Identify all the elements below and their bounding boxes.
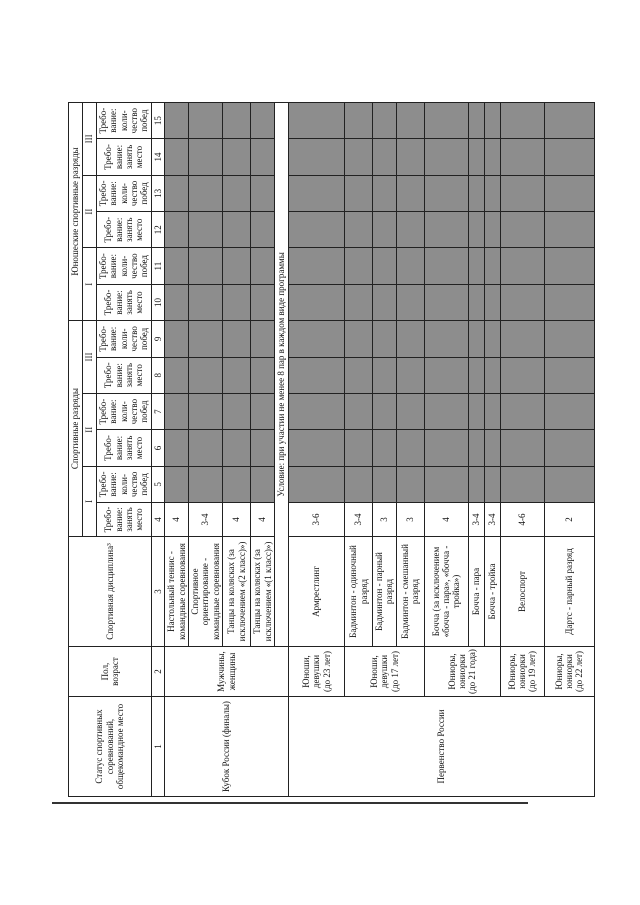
- shaded-cell: [345, 139, 373, 175]
- shaded-cell: [484, 102, 500, 138]
- header-youth-rank-2: II: [83, 175, 97, 248]
- shaded-cell: [373, 212, 397, 248]
- place-cell: 3-4: [189, 503, 223, 537]
- shaded-cell: [484, 357, 500, 393]
- shaded-cell: [373, 357, 397, 393]
- condition-note: Условие: при участии не менее 8 пар в каждом виде программы: [275, 102, 289, 646]
- shaded-cell: [289, 212, 345, 248]
- shaded-cell: [289, 466, 345, 502]
- shaded-cell: [289, 430, 345, 466]
- header-req-wins: Требо-вание: коли-чество побед: [97, 393, 152, 429]
- gender-age-cell: Юноши, девушки (до 17 лет): [345, 647, 425, 697]
- shaded-cell: [396, 466, 424, 502]
- header-gender-age: Пол, возраст: [69, 647, 152, 697]
- sport-ranks-table: [68, 102, 595, 797]
- shaded-cell: [345, 321, 373, 357]
- discipline-cell: Танцы на колясках (за исключением «(2 класс)»): [223, 537, 251, 647]
- shaded-cell: [289, 175, 345, 211]
- place-cell: 3-6: [289, 503, 345, 537]
- shaded-cell: [189, 248, 223, 284]
- shaded-cell: [373, 466, 397, 502]
- shaded-cell: [484, 393, 500, 429]
- place-cell: 3-4: [345, 503, 373, 537]
- shaded-cell: [544, 430, 594, 466]
- header-req-wins: Требо-вание: коли-чество побед: [97, 175, 152, 211]
- shaded-cell: [500, 175, 544, 211]
- shaded-cell: [165, 466, 189, 502]
- discipline-cell: Танцы на колясках (за исключением «(1 класс)»): [251, 537, 275, 647]
- gender-age-cell: Юниоры, юниорки (до 22 лет): [544, 647, 594, 697]
- shaded-cell: [468, 321, 484, 357]
- place-cell: 3-4: [468, 503, 484, 537]
- col-number: 7: [151, 393, 164, 429]
- col-number: 6: [151, 430, 164, 466]
- header-req-place: Требо-вание: занять место: [97, 139, 152, 175]
- shaded-cell: [396, 102, 424, 138]
- shaded-cell: [396, 284, 424, 320]
- header-rank-2: II: [83, 393, 97, 466]
- place-cell: 3: [396, 503, 424, 537]
- shaded-cell: [396, 321, 424, 357]
- table-row: [500, 102, 544, 796]
- discipline-cell: Велоспорт: [500, 537, 544, 647]
- col-number: 4: [151, 503, 164, 537]
- shaded-cell: [165, 321, 189, 357]
- shaded-cell: [396, 139, 424, 175]
- shaded-cell: [289, 284, 345, 320]
- shaded-cell: [289, 357, 345, 393]
- shaded-cell: [468, 175, 484, 211]
- shaded-cell: [424, 175, 468, 211]
- shaded-cell: [544, 284, 594, 320]
- shaded-cell: [544, 321, 594, 357]
- discipline-cell: Спортивное ориентирование - командные соревнования: [189, 537, 223, 647]
- shaded-cell: [223, 284, 251, 320]
- discipline-cell: Бочча (за исключением «бочча - пара», «бочча - тройка»): [424, 537, 468, 647]
- shaded-cell: [468, 357, 484, 393]
- place-cell: 4: [165, 503, 189, 537]
- col-number: 8: [151, 357, 164, 393]
- shaded-cell: [289, 321, 345, 357]
- shaded-cell: [468, 139, 484, 175]
- shaded-cell: [468, 284, 484, 320]
- shaded-cell: [500, 212, 544, 248]
- shaded-cell: [345, 284, 373, 320]
- discipline-cell: Бочча - пара: [468, 537, 484, 647]
- place-cell: 4: [223, 503, 251, 537]
- shaded-cell: [345, 212, 373, 248]
- shaded-cell: [373, 284, 397, 320]
- shaded-cell: [189, 393, 223, 429]
- shaded-cell: [484, 175, 500, 211]
- header-req-wins: Требо-вание: коли-чество побед: [97, 248, 152, 284]
- col-number: 2: [151, 647, 164, 697]
- shaded-cell: [251, 139, 275, 175]
- shaded-cell: [500, 357, 544, 393]
- shaded-cell: [424, 430, 468, 466]
- col-number: 15: [151, 102, 164, 138]
- shaded-cell: [251, 102, 275, 138]
- shaded-cell: [500, 321, 544, 357]
- shaded-cell: [345, 430, 373, 466]
- shaded-cell: [289, 102, 345, 138]
- table-row: [165, 102, 189, 796]
- shaded-cell: [223, 102, 251, 138]
- shaded-cell: [189, 175, 223, 211]
- shaded-cell: [500, 466, 544, 502]
- header-req-place: Требо-вание: занять место: [97, 212, 152, 248]
- shaded-cell: [373, 248, 397, 284]
- shaded-cell: [544, 466, 594, 502]
- shaded-cell: [223, 321, 251, 357]
- col-number: 3: [151, 537, 164, 647]
- shaded-cell: [484, 212, 500, 248]
- header-youth-rank-3: III: [83, 102, 97, 175]
- header-req-place: Требо-вание: занять место: [97, 430, 152, 466]
- shaded-cell: [223, 430, 251, 466]
- place-cell: 3: [373, 503, 397, 537]
- shaded-cell: [468, 102, 484, 138]
- shaded-cell: [189, 284, 223, 320]
- shaded-cell: [373, 430, 397, 466]
- shaded-cell: [396, 357, 424, 393]
- header-req-place: Требо-вание: занять место: [97, 284, 152, 320]
- shaded-cell: [251, 393, 275, 429]
- shaded-cell: [484, 466, 500, 502]
- shaded-cell: [165, 102, 189, 138]
- shaded-cell: [345, 248, 373, 284]
- shaded-cell: [484, 430, 500, 466]
- place-cell: 2: [544, 503, 594, 537]
- discipline-cell: Дартс - парный разряд: [544, 537, 594, 647]
- shaded-cell: [223, 212, 251, 248]
- shaded-cell: [396, 175, 424, 211]
- header-rank-3: III: [83, 321, 97, 394]
- gender-age-cell: Юниоры, юниорки (до 19 лет): [500, 647, 544, 697]
- bottom-rule: [52, 802, 528, 804]
- place-cell: 3-4: [484, 503, 500, 537]
- shaded-cell: [500, 284, 544, 320]
- shaded-cell: [500, 139, 544, 175]
- table-row: [424, 102, 468, 796]
- table-row: [289, 102, 345, 796]
- discipline-cell: Армрестлинг: [289, 537, 345, 647]
- shaded-cell: [396, 248, 424, 284]
- shaded-cell: [424, 139, 468, 175]
- header-req-wins: Требо-вание: коли-чество побед: [97, 321, 152, 357]
- shaded-cell: [165, 393, 189, 429]
- header-status: Статус спортивных соревнований, общекомандное место: [69, 697, 152, 797]
- col-number: 9: [151, 321, 164, 357]
- shaded-cell: [544, 357, 594, 393]
- shaded-cell: [424, 393, 468, 429]
- col-number: 1: [151, 697, 164, 797]
- col-number: 11: [151, 248, 164, 284]
- header-sport-ranks: Спортивные разряды: [69, 321, 83, 537]
- header-rank-1: I: [83, 466, 97, 536]
- shaded-cell: [251, 248, 275, 284]
- shaded-cell: [189, 102, 223, 138]
- shaded-cell: [373, 102, 397, 138]
- header-req-place: Требо-вание: занять место: [97, 503, 152, 537]
- shaded-cell: [468, 466, 484, 502]
- shaded-cell: [189, 139, 223, 175]
- shaded-cell: [251, 284, 275, 320]
- col-number: 12: [151, 212, 164, 248]
- shaded-cell: [484, 248, 500, 284]
- shaded-cell: [165, 175, 189, 211]
- shaded-cell: [289, 139, 345, 175]
- shaded-cell: [544, 139, 594, 175]
- place-cell: 4-6: [500, 503, 544, 537]
- shaded-cell: [468, 212, 484, 248]
- shaded-cell: [165, 139, 189, 175]
- shaded-cell: [424, 466, 468, 502]
- shaded-cell: [396, 393, 424, 429]
- shaded-cell: [544, 393, 594, 429]
- shaded-cell: [165, 430, 189, 466]
- shaded-cell: [189, 321, 223, 357]
- shaded-cell: [424, 321, 468, 357]
- discipline-cell: Бадминтон - смешанный разряд: [396, 537, 424, 647]
- shaded-cell: [223, 393, 251, 429]
- shaded-cell: [289, 393, 345, 429]
- gender-age-cell: Юниоры, юниорки (до 21 года): [424, 647, 500, 697]
- shaded-cell: [223, 139, 251, 175]
- shaded-cell: [396, 430, 424, 466]
- shaded-cell: [373, 321, 397, 357]
- shaded-cell: [500, 393, 544, 429]
- shaded-cell: [396, 212, 424, 248]
- shaded-cell: [223, 248, 251, 284]
- shaded-cell: [484, 284, 500, 320]
- shaded-cell: [373, 139, 397, 175]
- shaded-cell: [251, 321, 275, 357]
- shaded-cell: [373, 393, 397, 429]
- discipline-cell: Настольный теннис - командные соревнования: [165, 537, 189, 647]
- shaded-cell: [165, 284, 189, 320]
- discipline-cell: Бочча - тройка: [484, 537, 500, 647]
- shaded-cell: [373, 175, 397, 211]
- gender-age-cell: Мужчины, женщины: [165, 647, 289, 697]
- shaded-cell: [223, 357, 251, 393]
- shaded-cell: [544, 102, 594, 138]
- shaded-cell: [189, 466, 223, 502]
- shaded-cell: [223, 466, 251, 502]
- shaded-cell: [484, 321, 500, 357]
- shaded-cell: [544, 248, 594, 284]
- shaded-cell: [189, 212, 223, 248]
- col-number: 10: [151, 284, 164, 320]
- shaded-cell: [544, 212, 594, 248]
- shaded-cell: [484, 139, 500, 175]
- shaded-cell: [468, 393, 484, 429]
- shaded-cell: [468, 248, 484, 284]
- shaded-cell: [251, 430, 275, 466]
- shaded-cell: [424, 284, 468, 320]
- header-discipline: Спортивная дисциплина³: [69, 537, 152, 647]
- shaded-cell: [500, 102, 544, 138]
- shaded-cell: [165, 248, 189, 284]
- shaded-cell: [424, 357, 468, 393]
- place-cell: 4: [424, 503, 468, 537]
- table-row: [544, 102, 594, 796]
- header-youth-ranks: Юношеские спортивные разряды: [69, 102, 83, 320]
- shaded-cell: [544, 175, 594, 211]
- shaded-cell: [189, 430, 223, 466]
- shaded-cell: [165, 357, 189, 393]
- discipline-cell: Бадминтон - одиночный разряд: [345, 537, 373, 647]
- shaded-cell: [189, 357, 223, 393]
- shaded-cell: [251, 212, 275, 248]
- rotated-table-wrapper: [68, 103, 585, 797]
- place-cell: 4: [251, 503, 275, 537]
- header-req-wins: Требо-вание: коли-чество побед: [97, 102, 152, 138]
- shaded-cell: [345, 357, 373, 393]
- status-cell: Первенство России: [289, 697, 595, 797]
- shaded-cell: [424, 212, 468, 248]
- table-row: [345, 102, 373, 796]
- status-cell: Кубок России (финалы): [165, 697, 289, 797]
- shaded-cell: [345, 393, 373, 429]
- shaded-cell: [251, 175, 275, 211]
- gender-age-cell: Юноши, девушки (до 23 лет): [289, 647, 345, 697]
- shaded-cell: [251, 466, 275, 502]
- shaded-cell: [345, 175, 373, 211]
- shaded-cell: [251, 357, 275, 393]
- shaded-cell: [500, 430, 544, 466]
- shaded-cell: [345, 466, 373, 502]
- shaded-cell: [165, 212, 189, 248]
- col-number: 13: [151, 175, 164, 211]
- header-req-place: Требо-вание: занять место: [97, 357, 152, 393]
- col-number: 14: [151, 139, 164, 175]
- header-req-wins: Требо-вание: коли-чество побед: [97, 466, 152, 502]
- shaded-cell: [424, 102, 468, 138]
- shaded-cell: [500, 248, 544, 284]
- shaded-cell: [289, 248, 345, 284]
- header-youth-rank-1: I: [83, 248, 97, 321]
- discipline-cell: Бадминтон - парный разряд: [373, 537, 397, 647]
- shaded-cell: [345, 102, 373, 138]
- shaded-cell: [424, 248, 468, 284]
- shaded-cell: [223, 175, 251, 211]
- shaded-cell: [468, 430, 484, 466]
- col-number: 5: [151, 466, 164, 502]
